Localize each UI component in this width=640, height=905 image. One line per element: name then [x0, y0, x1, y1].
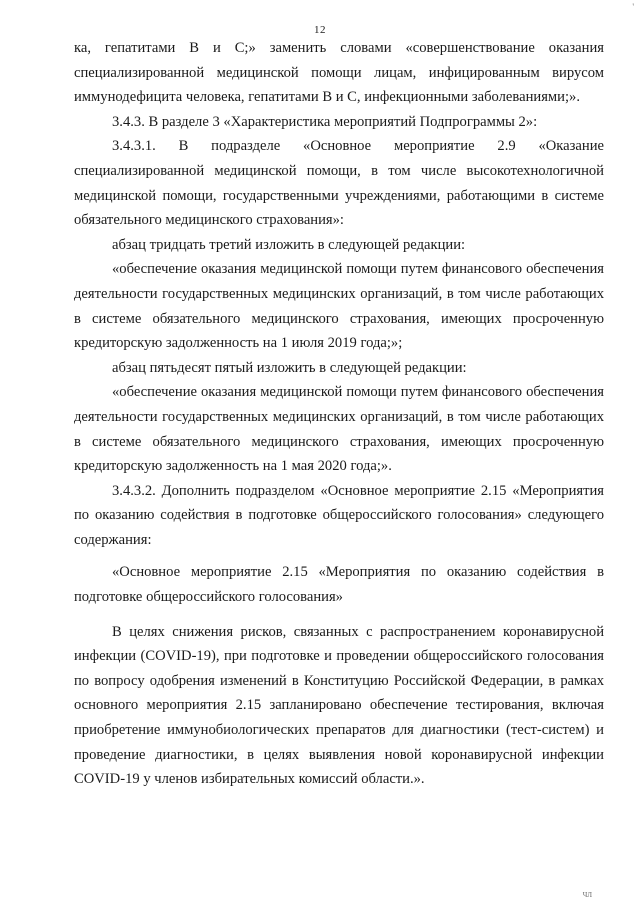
paragraph-quote-1: «обеспечение оказания медицинской помощи путем финансового обеспечения деятельности государственных медицинских организаций, в том числе работающих в системе обязательного медицинского страхования, имеющих просроченную кредиторскую задолженность на 1 июля 2019 года;»; — [74, 261, 604, 352]
paragraph-abzac-33: абзац тридцать третий изложить в следующей редакции: — [112, 236, 466, 253]
paragraph-continuation: ка, гепатитами В и С;» заменить словами «совершенствование оказания специализированной медицинской помощи лицам, инфицированным вирусом иммунодефицита человека, гепатитами В и С, инфекционными заболеваниями;». — [74, 40, 604, 106]
page-number: 12 — [314, 24, 326, 36]
document-body — [74, 36, 604, 792]
paragraph-measure-title: «Основное мероприятие 2.15 «Мероприятия по оказанию содействия в подготовке общероссийского голосования» — [74, 564, 604, 606]
paragraph-section-3-4-3: 3.4.3. В разделе 3 «Характеристика мероприятий Подпрограммы 2»: — [112, 113, 538, 130]
corner-mark: ' — [632, 2, 634, 12]
paragraph-section-3-4-3-1: 3.4.3.1. В подразделе «Основное мероприятие 2.9 «Оказание специализированной медицинской помощи, в том числе высокотехнологичной медицинской помощи, государственными учреждениями, работающими в системе обязательного медицинского страхования»: — [74, 138, 604, 229]
paragraph-quote-2: «обеспечение оказания медицинской помощи путем финансового обеспечения деятельности государственных медицинских организаций, в том числе работающих в системе обязательного медицинского страхования, имеющих просроченную кредиторскую задолженность на 1 мая 2020 года;». — [74, 384, 604, 475]
paragraph-measure-body: В целях снижения рисков, связанных с распространением коронавирусной инфекции (COVID-19), при подготовке и проведении общероссийского голосования по вопросу одобрения изменений в Конституцию Российской Федерации, в рамках основного мероприятия 2.15 запланировано обеспечение тестирования, включая приобретение иммунобиологических препаратов для диагностики (тест-систем) и проведение диагностики, в целях выявления новой коронавирусной инфекции COVID-19 у членов избирательных комиссий области.». — [74, 623, 604, 788]
paragraph-abzac-55: абзац пятьдесят пятый изложить в следующей редакции: — [112, 359, 467, 376]
paragraph-section-3-4-3-2: 3.4.3.2. Дополнить подразделом «Основное мероприятие 2.15 «Мероприятия по оказанию содействия в подготовке общероссийского голосования» следующего содержания: — [74, 482, 604, 548]
footer-mark: ЧЛ — [582, 891, 592, 899]
